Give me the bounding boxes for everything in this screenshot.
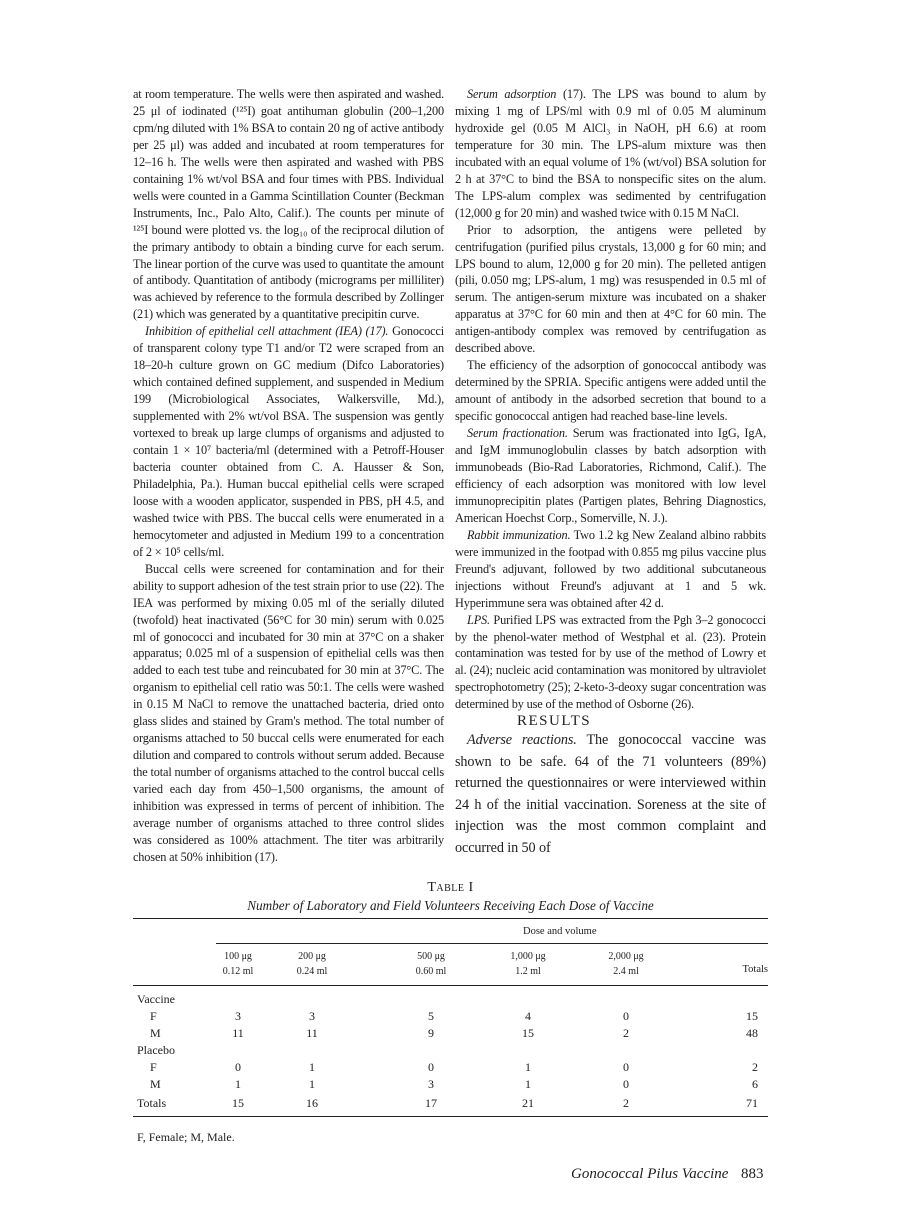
paragraph-text: Two 1.2 kg New Zealand albino rabbits were immunized in the footpad with 0.855 mg pilus vaccine plus Freund's adjuvant, followed by two additional subcutaneous injections without Freund's adjuvant at 1 and 5 wk. Hyperimmune sera was obtained after 42 d. [455,527,766,610]
paragraph-lead: Rabbit immunization. [467,527,571,542]
total-cell: 6 [752,1077,758,1091]
paragraph-text: The gonococcal vaccine was shown to be safe. 64 of the 71 volunteers (89%) returned the questionnaires or were interviewed within 24 h of the initial vaccination. Soreness at the site of injection was the most common complaint and occurred in 50 of [455,732,766,856]
table-cell: 11 [232,1026,244,1040]
left-column [133,86,444,866]
row-label: Placebo [137,1043,175,1057]
dose: 2,000 μg [608,951,644,962]
table-cell: 0 [623,1060,629,1074]
table-label: Table I [427,880,474,895]
table-caption: Number of Laboratory and Field Volunteers Receiving Each Dose of Vaccine [247,898,654,913]
row-label: Totals [137,1096,167,1110]
table-row [133,1060,768,1077]
dose: 500 μg [417,951,445,962]
paragraph [133,86,444,323]
paragraph [455,612,766,714]
total-cell: 71 [746,1096,758,1110]
header-rule [133,985,768,986]
paragraph-text: (17). The LPS was bound to alum by mixing 1 mg of LPS/ml with 0.9 ml of 0.05 M aluminum hydroxide gel (0.05 M AlCl₃ in NaOH, pH 6.6) at room temperature for 30 min. The LPS-alum mixture was then incubated with an equal volume of 1% (wt/vol) BSA solution for 2 h at 37°C to bind the BSA to nonspecific sites on the alum. The LPS-alum complex was sedimented by centrifugation (12,000 g for 20 min) and washed twice with 0.15 M NaCl. [455,87,766,220]
running-title: Gonococcal Pilus Vaccine [571,1166,729,1182]
dose: 100 μg [224,951,252,962]
volume: 0.60 ml [415,966,447,977]
total-cell: 2 [752,1060,758,1074]
table-row [133,1077,768,1094]
paragraph [133,323,444,560]
paragraph-lead: Serum fractionation. [467,426,568,441]
paragraph-text: at room temperature. The wells were then aspirated and washed. 25 μl of iodinated (¹²⁵I) goat antihuman globulin (200–1,200 cpm/ng diluted with 1% BSA to contain 20 ng of active antibody per 25 μl) was added and incubated at room temperatures for 12–16 h. The wells were then aspirated and washed with PBS containing 1% wt/vol BSA and four times with PBS. Individual wells were counted in a Gamma Scintillation Counter (Beckman Instruments, Inc., Palo Alto, Calif.). The counts per minute of ¹²⁵I bound were plotted vs. the log₁₀ of the reciprocal dilution of the primary antibody to obtain a binding curve for each serum. The linear portion of the curve was used to quantitate the amount of antibody. Quantitation of antibody (micrograms per milliliter) was achieved by reference to the formula described by Zollinger (21) which was generated by a quantitative precipitin curve. [133,87,444,322]
table-top-rule [133,918,768,919]
dose: 1,000 μg [510,951,546,962]
row-label: M [150,1026,161,1040]
paragraph-text: Prior to adsorption, the antigens were pelleted by centrifugation (purified pilus crystals, 13,000 g for 60 min; and LPS bound to alum, 12,000 g for 20 min). The pelleted antigen (pili, 0.050 mg; LPS-alum, 1 mg) was resuspended in 0.5 ml of serum. The antigen-serum mixture was incubated on a shaker apparatus at 37°C for 60 min and then at 4°C for 60 min. The antigen-antibody complex was removed by centrifugation as described above. [455,222,766,356]
table-bottom-rule [133,1116,768,1117]
paragraph-text: Buccal cells were screened for contamination and for their ability to support adhesion of the test strain prior to use (22). The IEA was performed by mixing 0.05 ml of the serially diluted (twofold) heat inactivated (56°C for 30 min) serum with 0.025 ml of gonococci and incubated for 30 min at 37°C on a shaker apparatus; 0.025 ml of a suspension of epithelial cells was then added to each test tube and reincubated for 30 min at 37°C. The organism to epithelial cell ratio was 50:1. The cells were washed in 0.15 M NaCl to remove the unattached bacteria, dried onto glass slides and stained by Gram's method. The total number of organisms attached to 50 buccal cells were enumerated for each dilution and compared to controls without serum added. Because the total number of organisms attached to the control buccal cells varied each day from 450–1,500 organisms, the amount of inhibition was expressed in terms of percent of inhibition. The average number of organisms attached to three control slides was considered as 100% attachment. The titer was arbitrarily chosen at 50% inhibition (17). [133,561,444,864]
table-row [133,1043,768,1060]
paragraph-text: The efficiency of the adsorption of gonococcal antibody was determined by the SPRIA. Specific antigens were added until the amount of antibody in the adsorbed secretion that bound to a specific gonococcal antigen had reached base-line levels. [455,358,766,424]
table-cell: 21 [522,1096,534,1110]
results-heading: RESULTS [517,713,592,730]
volume: 1.2 ml [515,966,541,977]
table-row [133,992,768,1009]
table-cell: 2 [623,1096,629,1110]
total-cell: 48 [746,1026,758,1040]
table-cell: 0 [235,1060,241,1074]
table-cell: 4 [525,1009,531,1023]
table-cell: 5 [428,1009,434,1023]
paragraph-lead: LPS. [467,612,490,627]
column-header [581,949,671,979]
paragraph-text: Gonococci of transparent colony type T1 and/or T2 were scraped from an 18–20-h culture grown on GC medium (Difco Laboratories) which contained defined supplement, and suspended in Medium 199 (Microbiological Associates, Walkersville, Md.), supplemented with 2% wt/vol BSA. The suspension was gently vortexed to break up large clumps of organisms and adjusted to contain 1 × 10⁷ bacteria/ml (determined with a Petroff-Houser bacteria counter obtained from C. A. Hausser & Son, Philadelphia, Pa.). Human buccal epithelial cells were scraped loose with a wooden applicator, suspended in PBS, pH 4.5, and washed twice with PBS. The buccal cells were enumerated in a hemocytometer and adjusted in Medium 199 to a concentration of 2 × 10⁵ cells/ml. [133,324,445,559]
table-cell: 1 [525,1077,531,1091]
volume: 2.4 ml [613,966,639,977]
page-number: 883 [741,1166,764,1182]
column-header [483,949,573,979]
volume: 0.12 ml [222,966,254,977]
table-cell: 15 [522,1026,534,1040]
table-cell: 1 [309,1060,315,1074]
right-column [455,86,766,859]
table-cell: 3 [235,1009,241,1023]
table-row [133,1096,768,1113]
paragraph [455,357,766,425]
table-cell: 0 [623,1009,629,1023]
paragraph [455,425,766,527]
table-cell: 1 [235,1077,241,1091]
dose: 200 μg [298,951,326,962]
table-cell: 9 [428,1026,434,1040]
paragraph-lead: Inhibition of epithelial cell attachment (IEA) (17). [145,324,389,339]
column-header [267,949,357,979]
table-cell: 1 [525,1060,531,1074]
table-cell: 17 [425,1096,437,1110]
group-rule [216,943,768,944]
row-label: Vaccine [137,992,175,1006]
table-cell: 3 [309,1009,315,1023]
paragraph-text: Purified LPS was extracted from the Pgh 3–2 gonococci by the phenol-water method of Westphal et al. (23). Protein contamination was tested for by use of the method of Lowry et al. (24); nucleic acid contamination was monitored by ultraviolet spectrophotometry (25); 2-keto-3-deoxy sugar concentration was determined by use of the method of Osborne (26). [455,612,766,712]
row-label: M [150,1077,161,1091]
totals-header: Totals [742,964,768,975]
table-1 [133,880,768,1148]
row-label: F [150,1060,157,1074]
table-cell: 0 [428,1060,434,1074]
paragraph [455,222,766,358]
table-cell: 16 [306,1096,318,1110]
table-cell: 3 [428,1077,434,1091]
paragraph [455,527,766,612]
paragraph-text: Serum was fractionated into IgG, IgA, and IgM immunoglobulin classes by batch adsorption with immunobeads (Bio-Rad Laboratories, Richmond, Calif.). The efficiency of each adsorption was monitored with low level immunoprecipitin plates (Partigen plates, Behring Diagnostics, American Hoechst Corp., Somerville, N. J.). [455,426,767,525]
table-cell: 11 [306,1026,318,1040]
table-footnote: F, Female; M, Male. [137,1130,235,1144]
group-header: Dose and volume [523,926,597,937]
table-cell: 0 [623,1077,629,1091]
table-row [133,1009,768,1026]
paragraph [133,561,444,866]
row-label: F [150,1009,157,1023]
paragraph-lead: Adverse reactions. [467,732,577,749]
table-cell: 2 [623,1026,629,1040]
total-cell: 15 [746,1009,758,1023]
paragraph-lead: Serum adsorption [467,87,557,101]
paragraph [455,730,766,859]
table-cell: 15 [232,1096,244,1110]
table-cell: 1 [309,1077,315,1091]
paragraph [455,86,766,222]
table-row [133,1026,768,1043]
volume: 0.24 ml [296,966,328,977]
column-header [386,949,476,979]
